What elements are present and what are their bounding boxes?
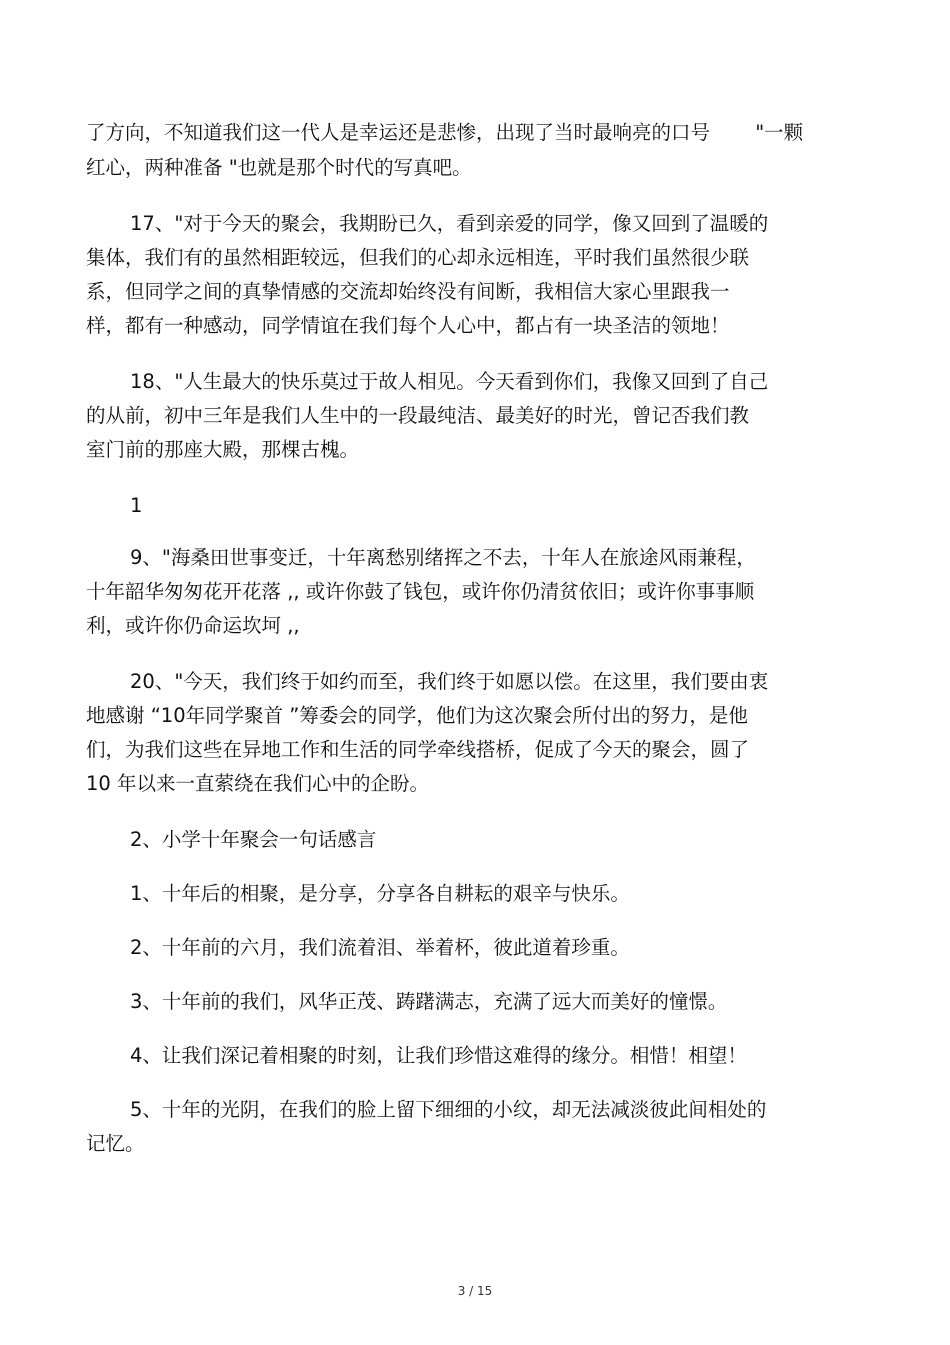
text-line: 3、十年前的我们，风华正茂、踌躇满志，充满了远大而美好的憧憬。 [130,990,728,1013]
text-line: 18、"人生最大的快乐莫过于故人相见。今天看到你们，我像又回到了自己 [130,370,769,393]
text-line: 系，但同学之间的真挚情感的交流却始终没有间断，我相信大家心里跟我一 [86,280,730,303]
text-line: 记忆。 [86,1132,145,1155]
text-line: 9、"海桑田世事变迁，十年离愁别绪挥之不去，十年人在旅途风雨兼程， [130,546,756,569]
section-heading: 2、小学十年聚会一句话感言 [130,828,377,851]
text-line: 红心，两种准备 "也就是那个时代的写真吧。 [86,156,472,179]
text-line: 1、十年后的相聚，是分享，分享各自耕耘的艰辛与快乐。 [130,882,630,905]
text-line: 10 年以来一直萦绕在我们心中的企盼。 [86,772,430,795]
page-number: 3 / 15 [457,1284,493,1298]
text-line: 室门前的那座大殿，那棵古槐。 [86,438,360,461]
text-line: 十年韶华匆匆花开花落 ,, 或许你鼓了钱包，或许你仍清贫依旧；或许你事事顺 [86,580,755,603]
text-line: 集体，我们有的虽然相距较远，但我们的心却永远相连，平时我们虽然很少联 [86,246,750,269]
text-line: 们，为我们这些在异地工作和生活的同学牵线搭桥，促成了今天的聚会，圆了 [86,738,750,761]
text-line: 5、十年的光阴，在我们的脸上留下细细的小纹，却无法减淡彼此间相处的 [130,1098,767,1121]
text-line: 了方向，不知道我们这一代人是幸运还是悲惨，出现了当时最响亮的口号 "一颗 [86,121,804,144]
text-line: 4、让我们深记着相聚的时刻，让我们珍惜这难得的缘分。相惜！相望！ [130,1044,747,1067]
text-line: 20、"今天，我们终于如约而至，我们终于如愿以偿。在这里，我们要由衷 [130,670,769,693]
text-line: 样，都有一种感动，同学情谊在我们每个人心中，都占有一块圣洁的领地！ [86,314,730,337]
text-line: 地感谢 “10年同学聚首 ”筹委会的同学，他们为这次聚会所付出的努力，是他 [86,704,748,727]
text-line: 2、十年前的六月，我们流着泪、举着杯，彼此道着珍重。 [130,936,630,959]
text-line: 1 [130,494,143,517]
text-line: 利，或许你仍命运坎坷 ,, [86,614,300,637]
text-line: 17、"对于今天的聚会，我期盼已久，看到亲爱的同学，像又回到了温暖的 [130,212,769,235]
text-line: 的从前，初中三年是我们人生中的一段最纯洁、最美好的时光，曾记否我们教 [86,404,750,427]
